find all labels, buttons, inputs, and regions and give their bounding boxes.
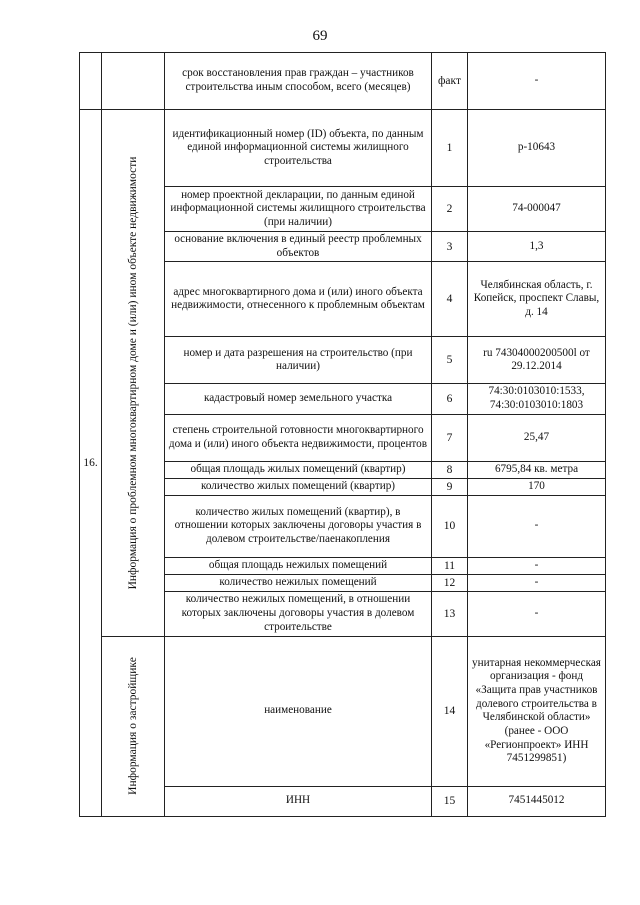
page-number: 69 <box>312 28 328 44</box>
row-code: 11 <box>432 557 468 574</box>
object-info-group <box>102 110 165 637</box>
row-label: номер и дата разрешения на строительство (при наличии) <box>165 337 432 384</box>
row-value: - <box>468 495 606 557</box>
table-row <box>80 636 606 786</box>
object-info-group-label: Информация о проблемном многоквартирном доме и (или) ином объекте недвижимости <box>126 156 139 590</box>
row-label: номер проектной декларации, по данным единой информационной системы жилищного строительства (при наличии) <box>165 187 432 232</box>
row-code: 5 <box>432 337 468 384</box>
blank-cell <box>102 53 165 110</box>
row-value: 1,3 <box>468 232 606 262</box>
row-label: количество нежилых помещений, в отношении которых заключены договоры участия в долевом строительстве <box>165 591 432 636</box>
row-code: 14 <box>432 636 468 786</box>
table-row <box>80 53 606 110</box>
row-code: 8 <box>432 461 468 478</box>
row-code: 6 <box>432 384 468 414</box>
blank-cell <box>80 53 102 110</box>
developer-info-group-label: Информация о застройщике <box>126 657 139 795</box>
row-code: 3 <box>432 232 468 262</box>
row-value: - <box>468 53 606 110</box>
row-label: наименование <box>165 636 432 786</box>
row-label: адрес многоквартирного дома и (или) иного объекта недвижимости, отнесенного к проблемным объектам <box>165 262 432 337</box>
row-label: срок восстановления прав граждан – участников строительства иным способом, всего (месяцев) <box>165 53 432 110</box>
row-value: Челябинская область, г. Копейск, проспект Славы, д. 14 <box>468 262 606 337</box>
row-value: 6795,84 кв. метра <box>468 461 606 478</box>
row-label: идентификационный номер (ID) объекта, по данным единой информационной системы жилищного строительства <box>165 110 432 187</box>
row-label: основание включения в единый реестр проблемных объектов <box>165 232 432 262</box>
row-value: р-10643 <box>468 110 606 187</box>
table-row <box>80 110 606 187</box>
row-code: 4 <box>432 262 468 337</box>
row-code: факт <box>432 53 468 110</box>
row-value: - <box>468 557 606 574</box>
row-value: 25,47 <box>468 414 606 461</box>
row-label: степень строительной готовности многоквартирного дома и (или) иного объекта недвижимости, процентов <box>165 414 432 461</box>
row-code: 13 <box>432 591 468 636</box>
developer-info-group <box>102 636 165 816</box>
row-label: количество нежилых помещений <box>165 574 432 591</box>
row-value: 7451445012 <box>468 786 606 816</box>
row-value: - <box>468 591 606 636</box>
row-label: общая площадь нежилых помещений <box>165 557 432 574</box>
row-label: количество жилых помещений (квартир) <box>165 478 432 495</box>
row-label: общая площадь жилых помещений (квартир) <box>165 461 432 478</box>
row-label: кадастровый номер земельного участка <box>165 384 432 414</box>
row-value: 74-000047 <box>468 187 606 232</box>
row-code: 2 <box>432 187 468 232</box>
section-number: 16. <box>80 110 102 817</box>
row-value: - <box>468 574 606 591</box>
row-code: 10 <box>432 495 468 557</box>
row-value: 170 <box>468 478 606 495</box>
row-code: 1 <box>432 110 468 187</box>
row-label: количество жилых помещений (квартир), в отношении которых заключены договоры участия в долевом строительстве/паенакопления <box>165 495 432 557</box>
row-code: 7 <box>432 414 468 461</box>
row-value: ru 74304000200500l от 29.12.2014 <box>468 337 606 384</box>
row-value: унитарная некоммерческая организация - фонд «Защита прав участников долевого строительства в Челябинской области» (ранее - ООО «Регионпроект» ИНН 7451299851) <box>468 636 606 786</box>
row-code: 15 <box>432 786 468 816</box>
row-label: ИНН <box>165 786 432 816</box>
row-code: 12 <box>432 574 468 591</box>
object-info-table <box>79 52 606 817</box>
row-value: 74:30:0103010:1533, 74:30:0103010:1803 <box>468 384 606 414</box>
row-code: 9 <box>432 478 468 495</box>
